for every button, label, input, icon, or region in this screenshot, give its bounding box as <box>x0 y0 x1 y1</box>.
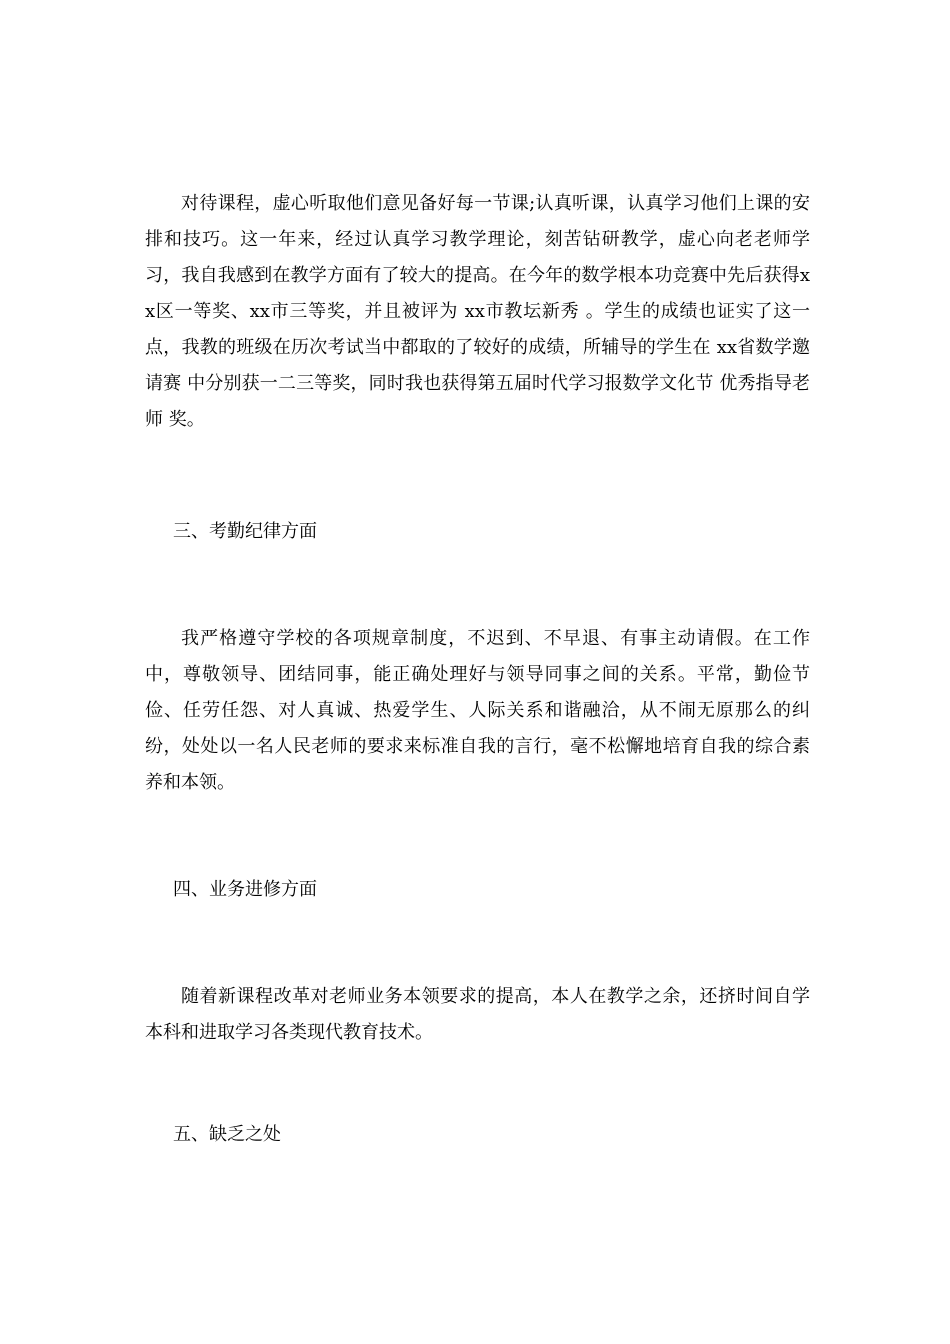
paragraph-attendance: 我严格遵守学校的各项规章制度，不迟到、不早退、有事主动请假。在工作中，尊敬领导、团结同事，能正确处理好与领导同事之间的关系。平常，勤俭节俭、任劳任怨、对人真诚、热爱学生、人际关系和谐融洽，从不闹无原那么的纠纷，处处以一名人民老师的要求来标准自我的言行，毫不松懈地培育自我的综合素养和本领。 <box>145 628 810 793</box>
paragraph-professional-study: 随着新课程改革对老师业务本领要求的提高，本人在教学之余，还挤时间自学本科和进取学习各类现代教育技术。 <box>145 986 810 1043</box>
section-heading-shortcomings: 五、缺乏之处 <box>173 1124 281 1145</box>
paragraph-teaching-achievements: 对待课程，虚心听取他们意见备好每一节课;认真听课，认真学习他们上课的安排和技巧。这一年来，经过认真学习教学理论，刻苦钻研教学，虚心向老老师学习，我自我感到在教学方面有了较大的提高。在今年的数学根本功竞赛中先后获得xx区一等奖、xx市三等奖，并且被评为 xx市教坛新秀 。学生的成绩也证实了这一点，我教的班级在历次考试当中都取的了较好的成绩，所辅导的学生在 xx省数学邀请赛 中分别获一二三等奖，同时我也获得第五届时代学习报数学文化节 优秀指导老师 奖。 <box>145 193 810 430</box>
section-heading-professional-study: 四、业务进修方面 <box>173 879 317 900</box>
section-heading-attendance: 三、考勤纪律方面 <box>173 521 317 542</box>
